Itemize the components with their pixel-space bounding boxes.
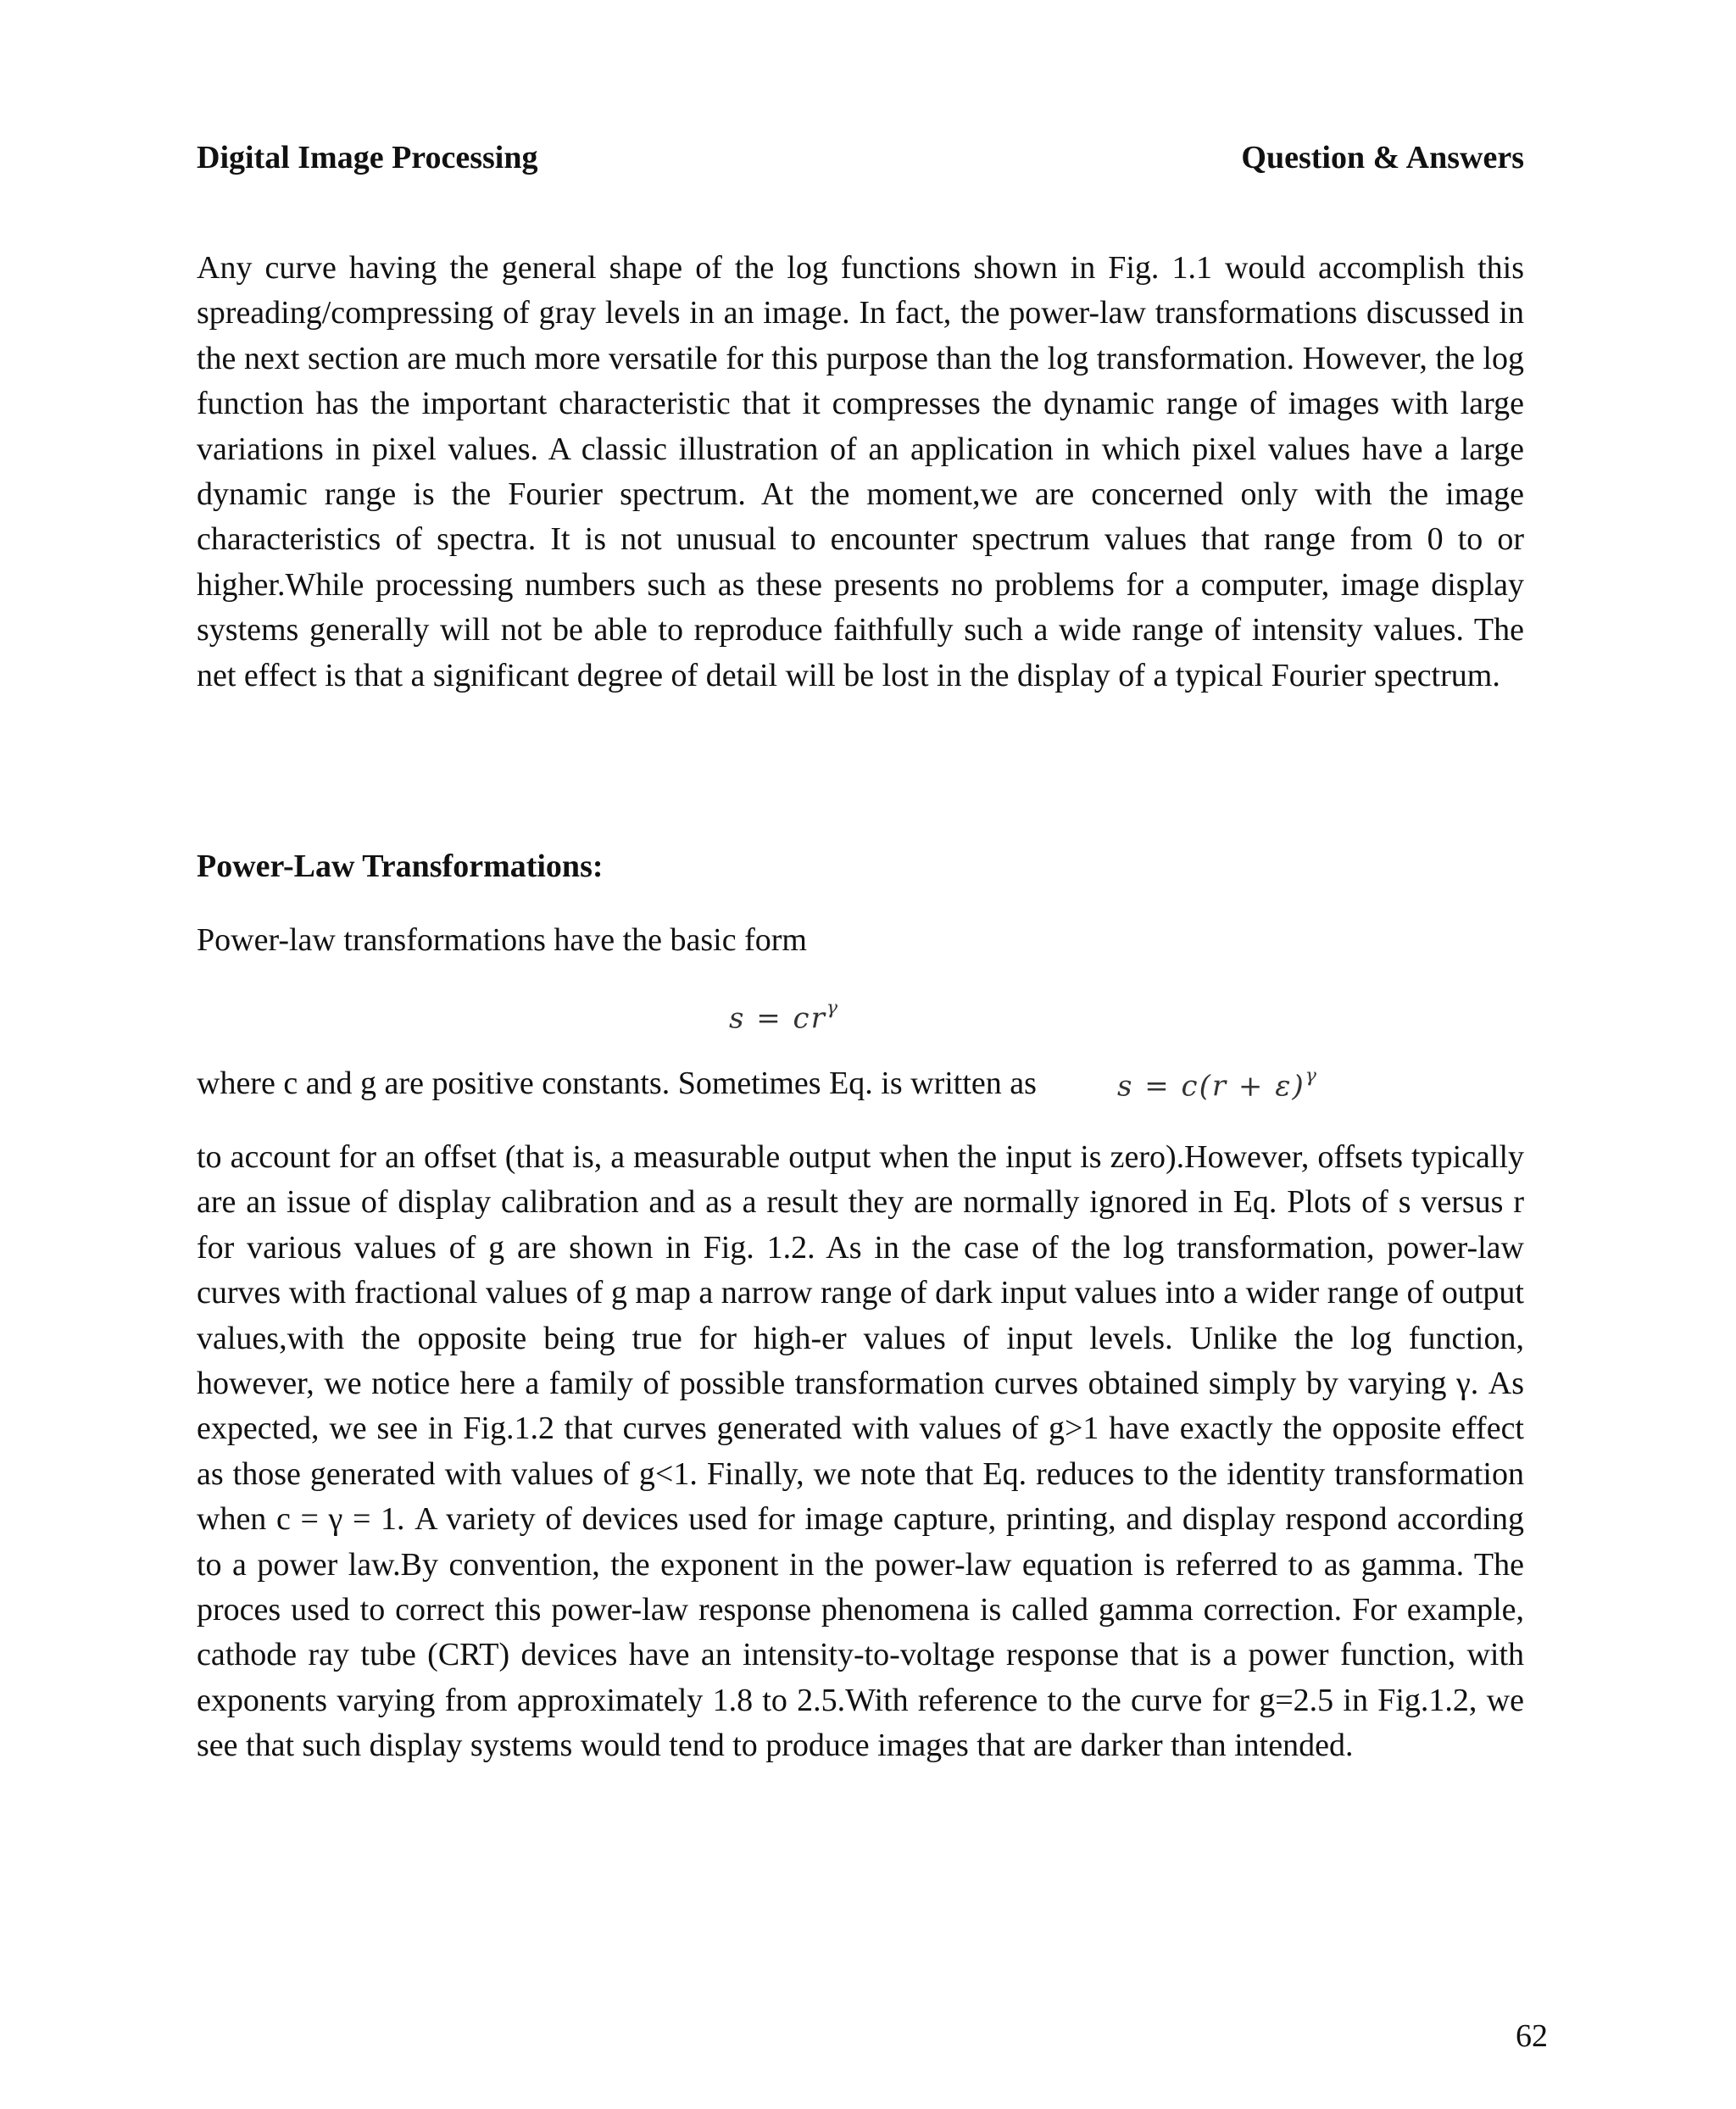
- equation-power-law-base: s = cr: [729, 1001, 826, 1036]
- page-number: 62: [1516, 2018, 1548, 2054]
- header-subtitle: Question & Answers: [1241, 140, 1524, 175]
- where-text: where c and g are positive constants. Sometimes Eq. is written as: [197, 1066, 1037, 1101]
- equation-power-law-exponent: γ: [826, 998, 840, 1019]
- equation-power-law: [729, 988, 839, 1042]
- page-header: [197, 134, 1524, 181]
- section-intro: Power-law transformations have the basic form: [197, 922, 807, 958]
- header-title: Digital Image Processing: [197, 140, 538, 175]
- equation-offset-exponent: γ: [1305, 1066, 1318, 1087]
- paragraph-log-transformation: Any curve having the general shape of the log functions shown in Fig. 1.1 would accomplish this spreading/compressing of gray levels in an image. In fact, the power-law transformations discussed in the next section are much more versatile for this purpose than the log transformation. However, the log function has the important characteristic that it compresses the dynamic range of images with large variations in pixel values. A classic illustration of an application in which pixel values have a large dynamic range is the Fourier spectrum. At the moment,we are concerned only with the image characteristics of spectra. It is not unusual to encounter spectrum values that range from 0 to or higher.While processing numbers such as these presents no problems for a computer, image display systems generally will not be able to reproduce faithfully such a wide range of intensity values. The net effect is that a significant degree of detail will be lost in the display of a typical Fourier spectrum.: [197, 250, 1524, 693]
- equation-offset-base: s = c(r + ε): [1117, 1069, 1305, 1104]
- section-heading: Power-Law Transformations:: [197, 849, 604, 884]
- equation-offset: [1117, 1056, 1318, 1110]
- paragraph-power-law: to account for an offset (that is, a measurable output when the input is zero).However, offsets typically are an issue of display calibration and as a result they are normally ignored in Eq. Plots of s versus r for various values of g are shown in Fig. 1.2. As in the case of the log transformation, power-law curves with fractional values of g map a narrow range of dark input values into a wider range of output values,with the opposite being true for high-er values of input levels. Unlike the log function, however, we notice here a family of possible transformation curves obtained simply by varying γ. As expected, we see in Fig.1.2 that curves generated with values of g>1 have exactly the opposite effect as those generated with values of g<1. Finally, we note that Eq. reduces to the identity transformation when c = γ = 1. A variety of devices used for image capture, printing, and display respond according to a power law.By convention, the exponent in the power-law equation is referred to as gamma. The proces used to correct this power-law response phenomena is called gamma correction. For example, cathode ray tube (CRT) devices have an intensity-to-voltage response that is a power function, with exponents varying from approximately 1.8 to 2.5.With reference to the curve for g=2.5 in Fig.1.2, we see that such display systems would tend to produce images that are darker than intended.: [197, 1139, 1524, 1764]
